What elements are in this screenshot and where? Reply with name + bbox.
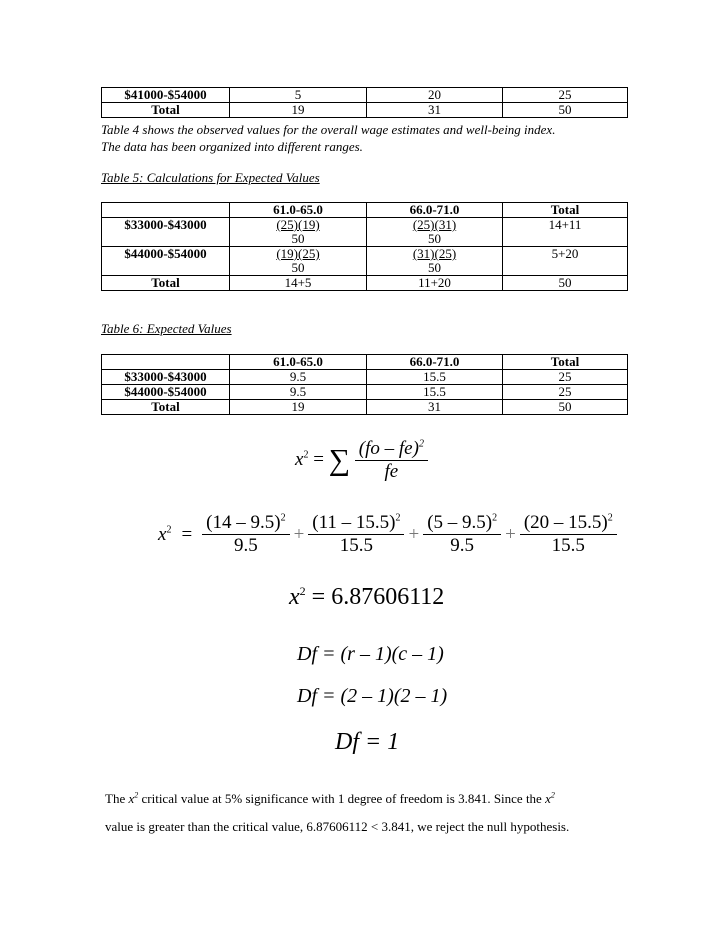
equals-sign: =: [181, 523, 193, 545]
formula-exp: 2: [166, 524, 172, 536]
df-substitution: Df = (2 – 1)(2 – 1): [297, 685, 448, 707]
fraction-numerator: (19)(25): [276, 246, 320, 261]
table-cell: 11+20: [367, 276, 503, 291]
table-cell: 19: [230, 103, 367, 118]
table-4-note: [101, 121, 661, 155]
formula-var: x: [128, 791, 135, 806]
row-label: $44000-$54000: [102, 385, 230, 400]
table-cell: 9.5: [230, 370, 367, 385]
table-cell: 9.5: [230, 385, 367, 400]
row-label: Total: [102, 103, 230, 118]
header-cell: 61.0-65.0: [230, 355, 367, 370]
formula-exp: 2: [303, 449, 309, 461]
formula-exp: 2: [280, 512, 286, 524]
fraction-numerator: (11 – 15.5): [312, 512, 396, 533]
fraction-numerator: (5 – 9.5): [427, 512, 493, 533]
header-cell: 61.0-65.0: [230, 203, 367, 218]
fraction-denominator: 50: [291, 231, 305, 246]
table-row: [102, 218, 628, 247]
fraction-numerator: (20 – 15.5): [523, 512, 608, 533]
formula-exp: 2: [134, 790, 139, 800]
conclusion-line: value is greater than the critical value, 6.87606112 < 3.841, we reject the null hypothesis.: [105, 819, 570, 834]
fraction: [355, 438, 428, 483]
sigma-symbol: ∑: [328, 443, 351, 477]
note-line: The data has been organized into different ranges.: [101, 139, 363, 154]
table-row: [102, 370, 628, 385]
table-cell: 50: [503, 400, 628, 415]
table-cell: 14+11: [503, 218, 628, 247]
table-4-tail: [101, 87, 628, 118]
table-header-row: [102, 203, 628, 218]
row-label: Total: [102, 400, 230, 415]
table-row: [102, 103, 628, 118]
header-cell: 66.0-71.0: [367, 355, 503, 370]
table-cell: 15.5: [367, 385, 503, 400]
table-cell: [230, 218, 367, 247]
formula-var: x: [158, 523, 167, 545]
table-cell: 5+20: [503, 247, 628, 276]
chi-square-result: [289, 584, 444, 611]
table-row: [102, 276, 628, 291]
fraction: [308, 512, 404, 557]
fraction-denominator: 50: [291, 260, 305, 275]
table-cell: 25: [503, 88, 628, 103]
table-cell: 50: [503, 103, 628, 118]
fraction-denominator: 50: [428, 260, 441, 275]
formula-var: x: [545, 791, 551, 806]
table-cell: [367, 247, 503, 276]
table-5-caption: Table 5: Calculations for Expected Values: [101, 170, 320, 185]
table-cell: [230, 247, 367, 276]
formula-var: x: [295, 448, 304, 470]
formula-exp: 2: [492, 512, 498, 524]
table-cell: 31: [367, 400, 503, 415]
table-row: [102, 247, 628, 276]
formula-exp: 2: [607, 512, 613, 524]
formula-exp: 2: [299, 584, 306, 598]
equals-sign: =: [313, 448, 324, 470]
table-cell: 20: [367, 88, 503, 103]
table-row: [102, 400, 628, 415]
expanded-formula: [158, 512, 617, 557]
fraction-numerator: (25)(31): [412, 217, 457, 232]
table-cell: [367, 218, 503, 247]
table-row: [102, 385, 628, 400]
result-value: = 6.87606112: [311, 584, 445, 610]
conclusion-paragraph: [105, 788, 625, 838]
fraction-denominator: 50: [428, 231, 441, 246]
conclusion-line: [105, 788, 625, 810]
plus-sign: +: [408, 523, 420, 545]
df-result: Df = 1: [335, 729, 400, 755]
row-label: $44000-$54000: [102, 247, 230, 276]
fraction-numerator: (25)(19): [276, 217, 320, 232]
fraction-numerator: (14 – 9.5): [206, 512, 281, 533]
row-label: $41000-$54000: [102, 88, 230, 103]
chi-square-formula: [295, 438, 428, 483]
table-cell: 5: [230, 88, 367, 103]
table-header-row: [102, 355, 628, 370]
header-cell: Total: [503, 355, 628, 370]
fraction-numerator: (fo – fe): [358, 438, 419, 459]
formula-exp: 2: [418, 438, 424, 450]
conclusion-text: critical value at 5% significance with 1 degree of freedom is 3.841. Since the: [141, 791, 542, 806]
fraction: [520, 512, 617, 557]
fraction-denominator: 9.5: [450, 535, 475, 556]
table-cell: 19: [230, 400, 367, 415]
row-label: $33000-$43000: [102, 370, 230, 385]
header-cell: 66.0-71.0: [367, 203, 503, 218]
fraction-numerator: (31)(25): [412, 246, 457, 261]
table-cell: 25: [503, 370, 628, 385]
fraction-denominator: 15.5: [339, 535, 373, 556]
plus-sign: +: [505, 523, 516, 545]
formula-exp: 2: [395, 512, 401, 524]
table-cell: 31: [367, 103, 503, 118]
note-line: Table 4 shows the observed values for the overall wage estimates and well-being index.: [101, 122, 556, 137]
table-6-caption: Table 6: Expected Values: [101, 321, 232, 336]
formula-var: x: [289, 584, 300, 610]
header-cell: [102, 355, 230, 370]
table-5: [101, 202, 628, 291]
header-cell: [102, 203, 230, 218]
table-cell: 15.5: [367, 370, 503, 385]
fraction: [202, 512, 289, 557]
table-cell: 14+5: [230, 276, 367, 291]
fraction: [423, 512, 501, 557]
conclusion-text: The: [105, 791, 126, 806]
row-label: $33000-$43000: [102, 218, 230, 247]
fraction-denominator: 15.5: [551, 535, 585, 556]
table-cell: 50: [503, 276, 628, 291]
fraction-denominator: 9.5: [233, 535, 258, 556]
table-cell: 25: [503, 385, 628, 400]
fraction-denominator: fe: [384, 461, 399, 482]
table-6: [101, 354, 628, 415]
plus-sign: +: [293, 523, 305, 545]
table-row: [102, 88, 628, 103]
header-cell: Total: [503, 203, 628, 218]
df-formula: Df = (r – 1)(c – 1): [297, 643, 444, 665]
formula-exp: 2: [550, 790, 555, 800]
row-label: Total: [102, 276, 230, 291]
